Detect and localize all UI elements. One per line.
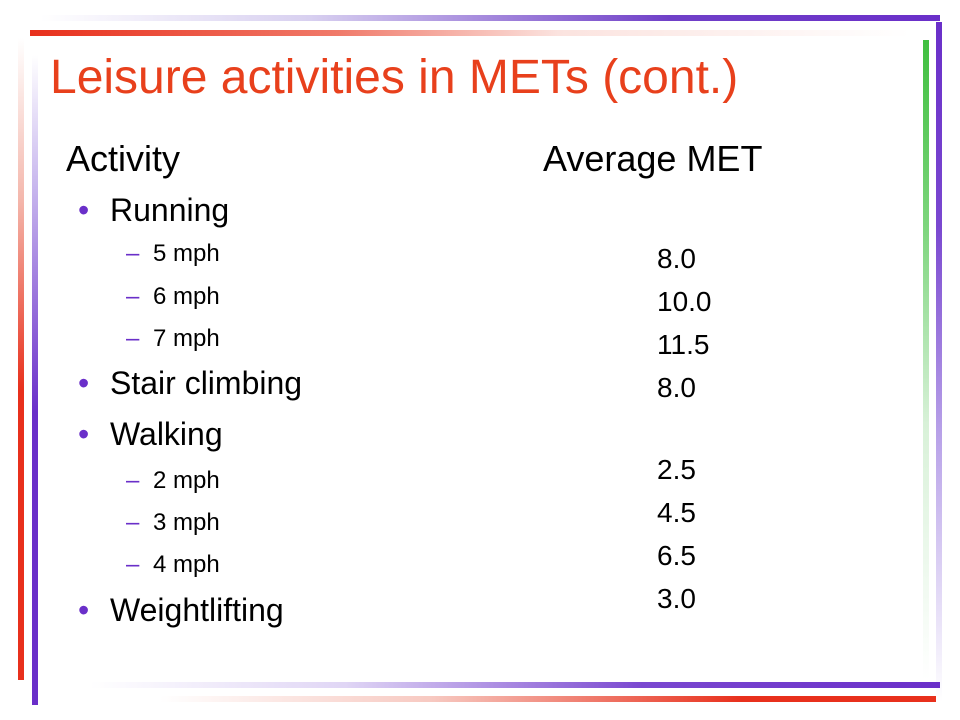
activity-label: 7 mph [153, 325, 220, 352]
activity-label: 3 mph [153, 509, 220, 536]
met-value-walking-3mph: 4.5 [657, 497, 696, 528]
bullet-icon: • [78, 192, 90, 228]
decorative-bar-right-green [923, 40, 929, 680]
bullet-icon: • [78, 416, 90, 452]
column-header-activity: Activity [66, 138, 181, 179]
activity-label: Running [110, 192, 230, 228]
dash-icon: – [126, 283, 140, 310]
met-value-running-5mph: 8.0 [657, 243, 696, 274]
activity-label: 5 mph [153, 240, 220, 267]
met-value-walking-4mph: 6.5 [657, 540, 696, 571]
activity-label: 6 mph [153, 283, 220, 310]
activity-label: 4 mph [153, 551, 220, 578]
decorative-bar-bottom-red [160, 696, 936, 702]
decorative-bar-left-purple [32, 55, 38, 705]
dash-icon: – [126, 467, 140, 494]
column-header-average-met: Average MET [543, 138, 763, 179]
met-value-running-7mph: 11.5 [657, 329, 710, 360]
met-value-walking-2mph: 2.5 [657, 454, 696, 485]
slide-title: Leisure activities in METs (cont.) [50, 51, 739, 104]
decorative-bar-top-purple [40, 15, 940, 21]
activity-label: 2 mph [153, 467, 220, 494]
met-value-stair-climbing: 8.0 [657, 372, 696, 403]
decorative-bar-bottom-purple [90, 682, 940, 688]
dash-icon: – [126, 509, 140, 536]
activity-label: Walking [110, 416, 223, 452]
dash-icon: – [126, 325, 140, 352]
bullet-icon: • [78, 365, 90, 401]
bullet-icon: • [78, 592, 90, 628]
dash-icon: – [126, 551, 140, 578]
decorative-bar-right-purple [936, 22, 942, 702]
decorative-bar-top-red [30, 30, 910, 36]
decorative-bar-left-red [18, 38, 24, 680]
met-value-running-6mph: 10.0 [657, 286, 712, 317]
met-value-weightlifting: 3.0 [657, 583, 696, 614]
activity-label: Stair climbing [110, 365, 303, 401]
dash-icon: – [126, 240, 140, 267]
activity-label: Weightlifting [110, 592, 284, 628]
